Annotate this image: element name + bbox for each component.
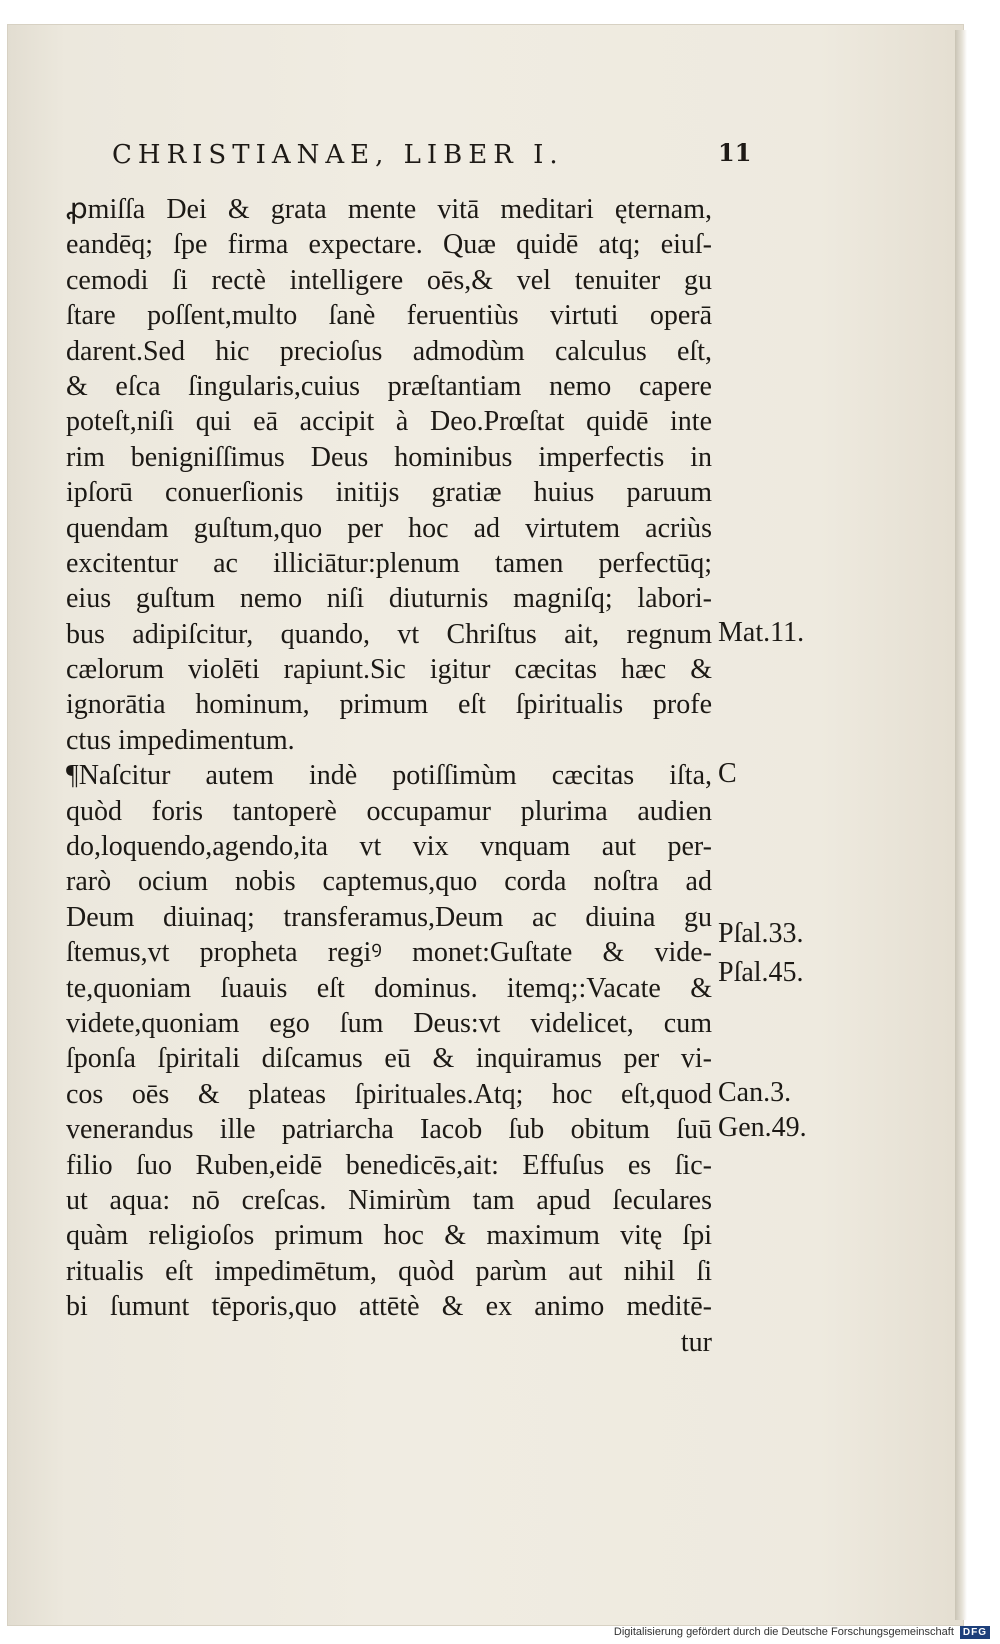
text-line: ctus impedimentum. (66, 724, 295, 756)
text-line: rarò ocium nobis captemus,quo corda noſtra ad (66, 866, 712, 898)
text-line: videte,quoniam ego ſum Deus:vt videlicet, cum (66, 1007, 712, 1039)
text-line: bus adipiſcitur, quando, vt Chriſtus ait, regnum (66, 618, 712, 650)
text-line: quendam guſtum,quo per hoc ad virtutem acriùs (66, 512, 712, 544)
text-line: darent.Sed hic precioſus admodùm calculus eſt, (66, 335, 712, 367)
margin-note: C (718, 758, 737, 790)
text-line: ſtare poſſent,multo ſanè feruentiùs virtuti operā (66, 300, 712, 332)
text-line: ignorātia hominum, primum eſt ſpiritualis profe (66, 689, 712, 721)
footer-credit-text: Digitalisierung gefördert durch die Deutsche Forschungsgemeinschaft (613, 1626, 954, 1638)
page-number: 11 (718, 138, 752, 167)
margin-note: Pſal.33. (718, 917, 804, 949)
text-line: cos oēs & plateas ſpirituales.Atq; hoc eſt,quod (66, 1078, 712, 1110)
text-line: cemodi ſi rectè intelligere oēs,& vel tenuiter gu (66, 264, 712, 296)
text-line: ipſorū conuerſionis initijs gratiæ huius paruum (66, 477, 712, 509)
margin-note: Mat.11. (718, 616, 805, 648)
dfg-logo: DFG (960, 1626, 990, 1639)
margin-note: Gen.49. (718, 1112, 807, 1144)
text-block (66, 192, 712, 1360)
text-line: venerandus ille patriarcha Iacob ſub obitum ſuū (66, 1114, 712, 1146)
text-line: Deum diuinaq; transferamus,Deum ac diuina gu (66, 901, 712, 933)
text-line: bi ſumunt tēporis,quo attētè & ex animo meditē- (66, 1291, 712, 1323)
margin-note: Pſal.45. (718, 956, 804, 988)
text-line: cælorum violēti rapiunt.Sic igitur cæcitas hæc & (66, 654, 712, 686)
digitization-credit (614, 1622, 990, 1642)
running-head: CHRISTIANAE, LIBER I. (112, 140, 564, 170)
text-line: do,loquendo,agendo,ita vt vix vnquam aut per- (66, 831, 712, 863)
text-line: te,quoniam ſuauis eſt dominus. itemq;:Vacate & (66, 972, 712, 1004)
page-edge (955, 30, 967, 1620)
text-line: eandēq; ſpe firma expectare. Quæ quidē atq; eiuſ- (66, 229, 712, 261)
text-line: ritualis eſt impedimētum, quòd parùm aut nihil ſi (66, 1255, 712, 1287)
text-line: quòd foris tantoperè occupamur plurima audien (66, 795, 712, 827)
text-line: & eſca ſingularis,cuius præſtantiam nemo capere (66, 370, 712, 402)
margin-note: Can.3. (718, 1077, 792, 1108)
text-line: poteſt,niſi qui eā accipit à Deo.Prœſtat quidē inte (66, 406, 712, 438)
text-line: quàm religioſos primum hoc & maximum vitę ſpi (66, 1220, 712, 1252)
text-line: rim benigniſſimus Deus hominibus imperfectis in (66, 441, 712, 473)
text-line: ꝓmiſſa Dei & grata mente vitā meditari ęternam, (66, 194, 712, 225)
text-line: ſponſa ſpiritali diſcamus eū & inquiramus per vi- (66, 1043, 712, 1075)
text-line: filio ſuo Ruben,eidē benedicēs,ait: Effuſus es ſic- (66, 1149, 712, 1181)
text-line: eius guſtum nemo niſi diuturnis magniſq; labori- (66, 583, 712, 615)
text-line: excitentur ac illiciātur:plenum tamen perfectūq; (66, 547, 712, 579)
catchword: tur (680, 1326, 712, 1358)
text-line: ¶Naſcitur autem indè potiſſimùm cæcitas iſta, (66, 760, 712, 792)
text-line: ſtemus,vt propheta regiꝰ monet:Guſtate & vide- (66, 937, 712, 969)
text-line: ut aqua: nō creſcas. Nimirùm tam apud ſeculares (66, 1184, 712, 1216)
